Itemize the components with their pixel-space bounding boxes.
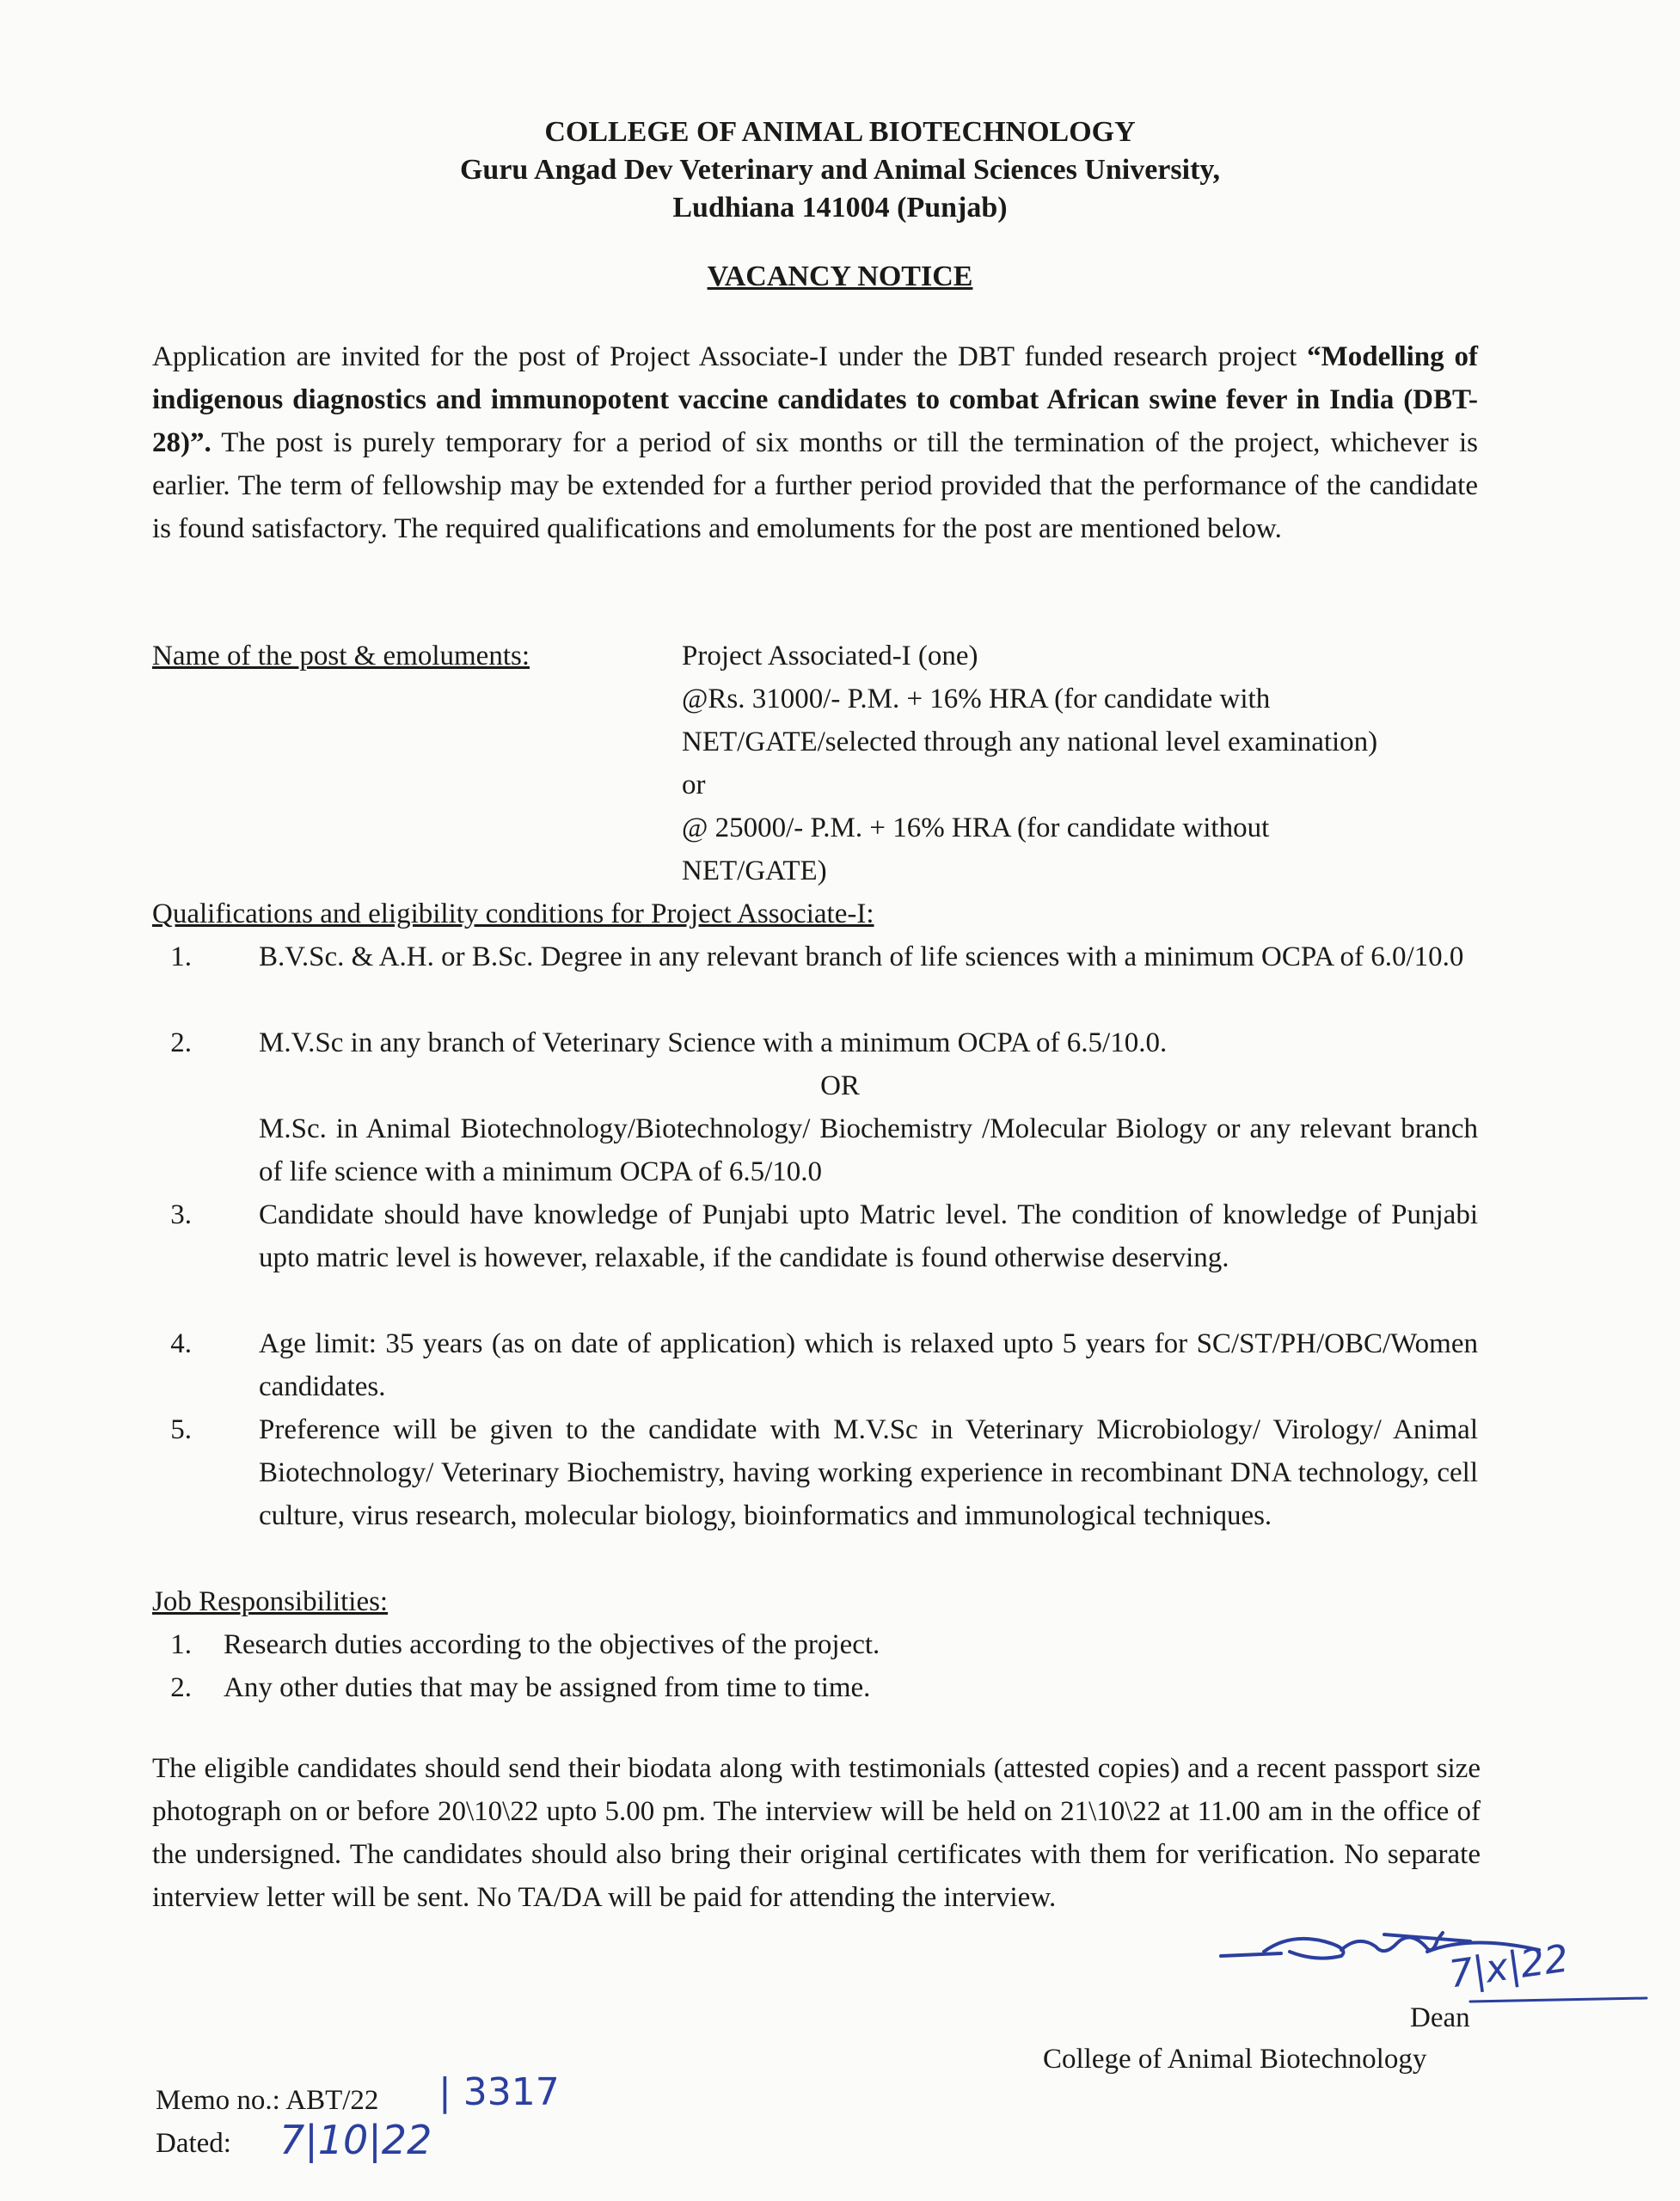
responsibilities-heading: Job Responsibilities:: [152, 1586, 389, 1617]
qualification-2: M.V.Sc in any branch of Veterinary Science with a minimum OCPA of 6.5/10.0.: [259, 1027, 1168, 1058]
post-label: Name of the post & emoluments:: [152, 641, 530, 671]
signatory-office: College of Animal Biotechnology: [1043, 2044, 1427, 2075]
college-name: COLLEGE OF ANIMAL BIOTECHNOLOGY: [544, 116, 1136, 148]
university-address: Ludhiana 141004 (Punjab): [672, 192, 1008, 224]
list-number: 2.: [170, 1027, 192, 1058]
page-title: VACANCY NOTICE: [707, 261, 973, 292]
post-line: Project Associated-I (one): [682, 641, 978, 671]
intro-text-1: Application are invited for the post of Project Associate-I under the DBT funded research project: [152, 341, 1308, 372]
project-title: “Modelling of indigenous diagnostics and immunopotent vaccine candidates to combat African swine fever in India (DBT-28)”.: [152, 341, 1478, 458]
closing-paragraph: The eligible candidates should send their biodata along with testimonials (attested copies) and a recent passport size photograph on or before 20\10\22 upto 5.00 pm. The interview will be held on 21\10\22 at 11.00 am in the office of the undersigned. The candidates should also bring their original certificates with them for verification. No separate interview letter will be sent. No TA/DA will be paid for attending the interview.: [152, 1753, 1481, 1913]
list-number: 5.: [170, 1414, 192, 1445]
list-number: 1.: [170, 1629, 192, 1660]
post-details: [682, 635, 1481, 892]
qualification-4: Age limit: 35 years (as on date of application) which is relaxed upto 5 years for SC/ST/PH/OBC/Women candidates.: [259, 1328, 1478, 1402]
qualifications-heading: Qualifications and eligibility conditions for Project Associate-I:: [152, 898, 874, 929]
list-number: 3.: [170, 1199, 192, 1230]
qualification-3: Candidate should have knowledge of Punjabi upto Matric level. The condition of knowledge of Punjabi upto matric level is however, relaxable, if the candidate is found otherwise deserving.: [259, 1199, 1478, 1273]
intro-text-2: The post is purely temporary for a period of six months or till the termination of the project, whichever is earlier. The term of fellowship may be extended for a further period provided that the performance of the candidate is found satisfactory. The required qualifications and emoluments for the post are mentioned below.: [152, 427, 1478, 544]
responsibility-1: Research duties according to the objectives of the project.: [224, 1629, 880, 1660]
university-name: Guru Angad Dev Veterinary and Animal Sciences University,: [459, 154, 1221, 186]
memo-number: | 3317: [438, 2070, 560, 2114]
post-line: NET/GATE): [682, 855, 827, 886]
list-number: 1.: [170, 941, 192, 972]
signature-date: 7|x|22: [1446, 1936, 1572, 1997]
dated-label: Dated:: [156, 2128, 231, 2159]
memo-date: 7|10|22: [279, 2117, 432, 2163]
or-separator: OR: [820, 1070, 860, 1101]
qualification-1: B.V.Sc. & A.H. or B.Sc. Degree in any relevant branch of life sciences with a minimum OCPA of 6.0/10.0: [259, 941, 1464, 972]
qualification-5: Preference will be given to the candidate with M.V.Sc in Veterinary Microbiology/ Virology/ Animal Biotechnology/ Veterinary Biochemistry, having working experience in recombinant DNA technology, cell culture, virus research, molecular biology, bioinformatics and immunological techniques.: [259, 1414, 1478, 1531]
memo-label: Memo no.: ABT/22: [156, 2085, 379, 2116]
post-line: NET/GATE/selected through any national level examination): [682, 727, 1378, 757]
list-number: 2.: [170, 1672, 192, 1703]
post-line: or: [682, 769, 706, 800]
post-line: @Rs. 31000/- P.M. + 16% HRA (for candidate with: [682, 684, 1271, 714]
signatory-title: Dean: [1410, 2002, 1470, 2033]
post-line: @ 25000/- P.M. + 16% HRA (for candidate without: [682, 812, 1270, 843]
qualification-2-alt: M.Sc. in Animal Biotechnology/Biotechnology/ Biochemistry /Molecular Biology or any relevant branch of life science with a minimum OCPA of 6.5/10.0: [259, 1113, 1478, 1187]
responsibility-2: Any other duties that may be assigned from time to time.: [224, 1672, 871, 1703]
list-number: 4.: [170, 1328, 192, 1359]
intro-paragraph: [152, 335, 1478, 550]
